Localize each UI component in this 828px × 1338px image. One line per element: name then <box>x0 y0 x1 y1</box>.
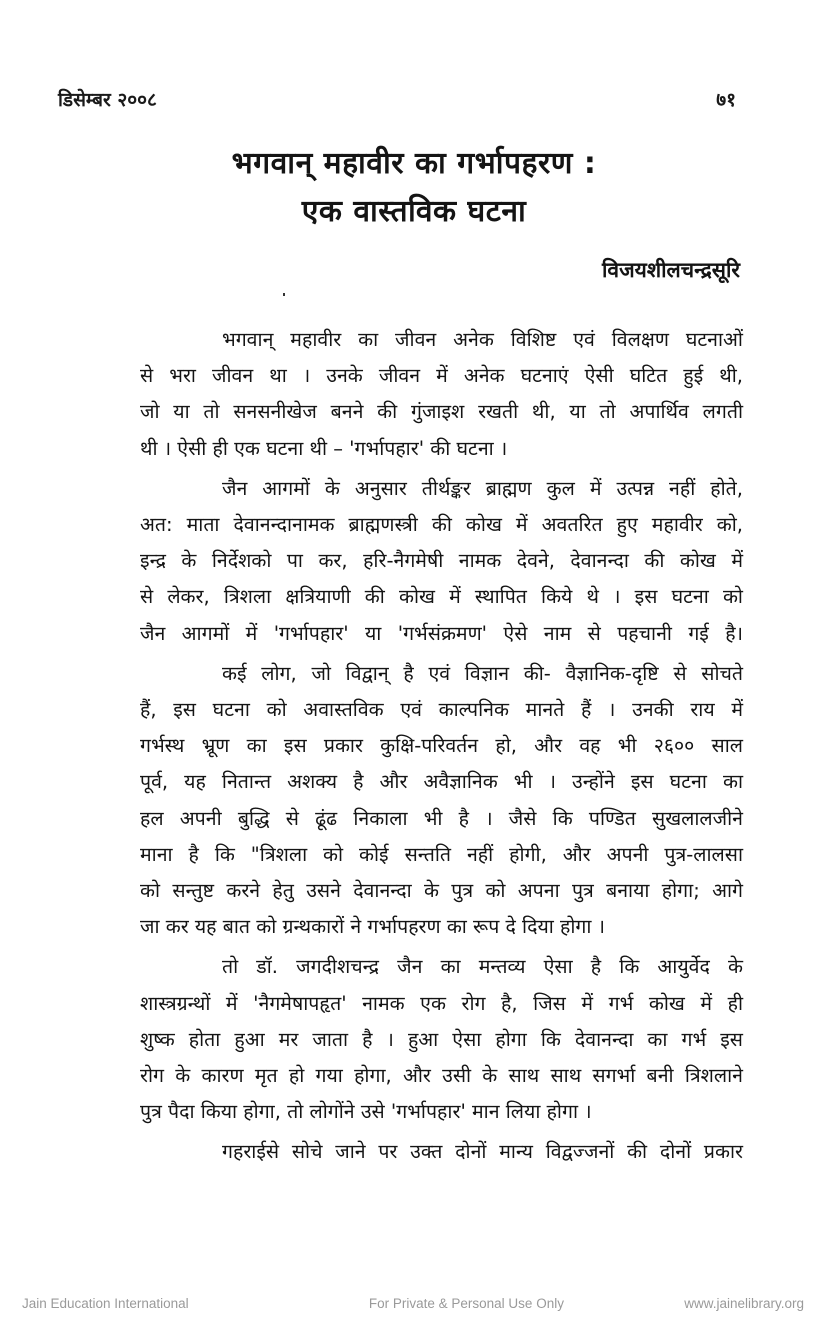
text-line: को सन्तुष्ट करने हेतु उसने देवानन्दा के पुत्र को अपना पुत्र बनाया होगा; आगे <box>140 879 743 903</box>
paragraph-4 <box>58 949 743 1130</box>
text-line: से लेकर, त्रिशला क्षत्रियाणी की कोख में स्थापित किये थे । इस घटना को <box>140 585 743 609</box>
paragraph-1 <box>58 322 743 467</box>
text-line: जा कर यह बात को ग्रन्थकारों ने गर्भापहरण का रूप दे दिया होगा । <box>140 915 606 939</box>
text-line: जो या तो सनसनीखेज बनने की गुंजाइश रखती थी, या तो अपार्थिव लगती <box>140 400 743 424</box>
title-line-2: एक वास्तविक घटना <box>301 194 527 229</box>
text-line: माना है कि "त्रिशला को कोई सन्तति नहीं होगी, और अपनी पुत्र-लालसा <box>140 842 743 866</box>
page-number: ७१ <box>716 89 736 111</box>
text-line: थी । ऐसी ही एक घटना थी – 'गर्भापहार' की घटना । <box>140 436 508 460</box>
text-line: पूर्व, यह नितान्त अशक्य है और अवैज्ञानिक भी । उन्होंने इस घटना का <box>140 770 743 794</box>
paragraph-3 <box>58 656 743 946</box>
text-line: जैन आगमों में 'गर्भापहार' या 'गर्भसंक्रमण' ऐसे नाम से पहचानी गई है। <box>140 621 743 645</box>
text-line: जैन आगमों के अनुसार तीर्थङ्कर ब्राह्मण कुल में उत्पन्न नहीं होते, <box>222 476 743 500</box>
text-line: पुत्र पैदा किया होगा, तो लोगोंने उसे 'गर्भापहार' मान लिया होगा । <box>140 1100 592 1124</box>
footer-website: www.jainelibrary.org <box>684 1296 804 1311</box>
article-body <box>58 322 743 1175</box>
text-line: इन्द्र के निर्देशको पा कर, हरि-नैगमेषी नामक देवने, देवानन्दा की कोख में <box>140 549 743 573</box>
paragraph-5 <box>58 1134 743 1170</box>
text-line: हैं, इस घटना को अवास्तविक एवं काल्पनिक मानते हैं । उनकी राय में <box>140 698 743 722</box>
scan-speck <box>283 293 285 296</box>
text-line: रोग के कारण मृत हो गया होगा, और उसी के साथ साथ सगर्भा बनी त्रिशलाने <box>140 1064 743 1088</box>
paragraph-2 <box>58 471 743 652</box>
running-header <box>58 86 736 112</box>
author-name: विजयशीलचन्द्रसूरि <box>601 258 740 282</box>
text-line: अत: माता देवानन्दानामक ब्राह्मणस्त्री की कोख में अवतरित हुए महावीर को, <box>140 513 743 537</box>
text-line: गर्भस्थ भ्रूण का इस प्रकार कुक्षि-परिवर्तन हो, और वह भी २६०० साल <box>140 734 743 758</box>
title-line-1: भगवान् महावीर का गर्भापहरण : <box>231 146 597 181</box>
text-line: भगवान् महावीर का जीवन अनेक विशिष्ट एवं विलक्षण घटनाओं <box>222 328 743 351</box>
text-line: गहराईसे सोचे जाने पर उक्त दोनों मान्य विद्वज्जनों की दोनों प्रकार <box>222 1140 743 1164</box>
footer-usage-note: For Private & Personal Use Only <box>368 1296 564 1311</box>
article-title <box>0 140 828 236</box>
text-line: हल अपनी बुद्धि से ढूंढ निकाला भी है । जैसे कि पण्डित सुखलालजीने <box>140 806 743 830</box>
page-footer <box>22 1296 804 1311</box>
issue-date: डिसेम्बर २००८ <box>58 89 157 111</box>
text-line: शास्त्रग्रन्थों में 'नैगमेषापहृत' नामक एक रोग है, जिस में गर्भ कोख में ही <box>140 991 743 1015</box>
text-line: से भरा जीवन था । उनके जीवन में अनेक घटनाएं ऐसी घटित हुई थी, <box>140 364 743 388</box>
text-line: शुष्क होता हुआ मर जाता है । हुआ ऐसा होगा कि देवानन्दा का गर्भ इस <box>140 1027 743 1051</box>
text-line: कई लोग, जो विद्वान् है एवं विज्ञान की- वैज्ञानिक-दृष्टि से सोचते <box>222 661 743 685</box>
text-line: तो डॉ. जगदीशचन्द्र जैन का मन्तव्य ऐसा है कि आयुर्वेद के <box>222 955 743 979</box>
footer-publisher: Jain Education International <box>22 1296 189 1311</box>
